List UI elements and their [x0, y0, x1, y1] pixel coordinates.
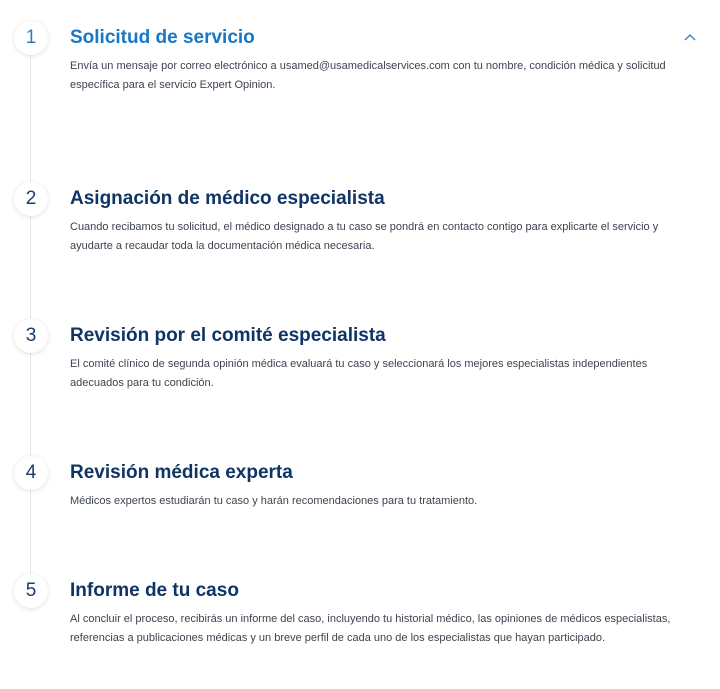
step-number-badge: [14, 574, 48, 608]
step-title[interactable]: Informe de tu caso: [70, 580, 239, 601]
step-number: 3: [25, 325, 37, 346]
step-number-badge: [14, 21, 48, 55]
step-number: 4: [25, 462, 37, 483]
step-description: Envía un mensaje por correo electrónico a usamed@usamedicalservices.com con tu nombre, condición médica y solicitud específica para el servicio Expert Opinion.: [70, 60, 666, 91]
collapse-toggle-button[interactable]: [680, 27, 700, 47]
chevron-up-icon: [684, 33, 696, 41]
step-description: Cuando recibamos tu solicitud, el médico designado a tu caso se pondrá en contacto contigo para explicarte el servicio y ayudarte a recaudar toda la documentación médica necesaria.: [70, 221, 659, 252]
step-title[interactable]: Asignación de médico especialista: [70, 188, 385, 209]
step-description: Médicos expertos estudiarán tu caso y harán recomendaciones para tu tratamiento.: [70, 495, 478, 507]
step-number: 5: [25, 580, 37, 601]
step-number: 1: [25, 27, 37, 48]
timeline-line: [30, 38, 31, 598]
step-description: El comité clínico de segunda opinión médica evaluará tu caso y seleccionará los mejores especialistas independientes adecuados para tu condición.: [70, 358, 648, 389]
step-number-badge: [14, 319, 48, 353]
step-number: 2: [25, 188, 37, 209]
step-title[interactable]: Revisión médica experta: [70, 462, 293, 483]
step-number-badge: [14, 456, 48, 490]
step-title[interactable]: Revisión por el comité especialista: [70, 325, 386, 346]
step-description: Al concluir el proceso, recibirás un informe del caso, incluyendo tu historial médico, las opiniones de médicos especialistas, referencias a publicaciones médicas y un breve perfil de cada uno de los especialistas que hayan participado.: [70, 613, 671, 644]
step-number-badge: [14, 182, 48, 216]
step-title[interactable]: Solicitud de servicio: [70, 27, 255, 48]
